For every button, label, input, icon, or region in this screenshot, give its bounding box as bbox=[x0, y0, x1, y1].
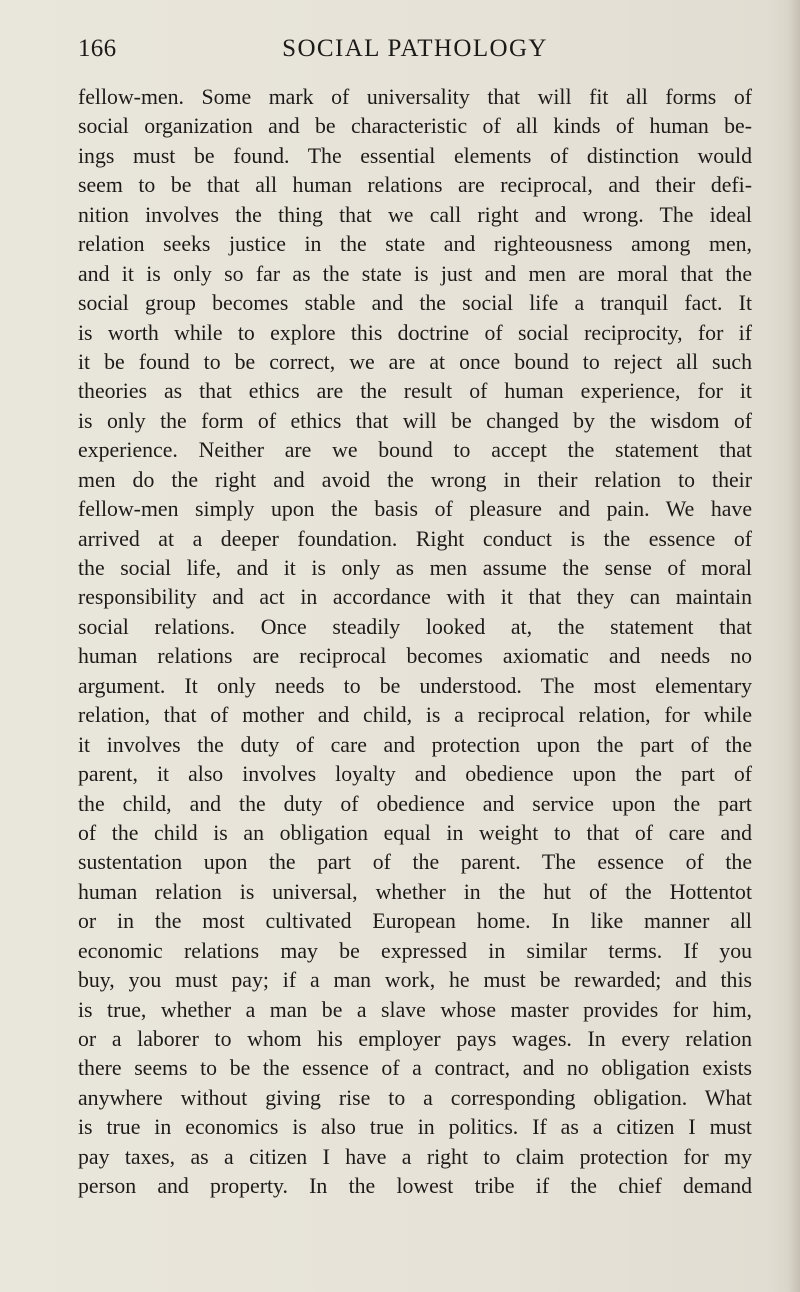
text-line: or a laborer to whom his employer pays wages. In every relation bbox=[78, 1027, 752, 1051]
text-line: human relations are reciprocal becomes axiomatic and needs no bbox=[78, 644, 752, 669]
page-number: 166 bbox=[78, 35, 117, 62]
text-line: men do the right and avoid the wrong in their relation to their bbox=[78, 467, 752, 492]
text-line: pay taxes, as a citizen I have a right to claim protection for my bbox=[78, 1144, 752, 1169]
running-head bbox=[78, 31, 752, 67]
text-line: theories as that ethics are the result of human experience, for it bbox=[78, 379, 752, 404]
text-line: ings must be found. The essential elements of distinction would bbox=[78, 143, 752, 168]
text-line: it be found to be correct, we are at once bound to reject all such bbox=[78, 349, 752, 374]
text-line: relation seeks justice in the state and righteousness among men, bbox=[78, 232, 752, 257]
text-line: there seems to be the essence of a contract, and no obligation exists bbox=[78, 1056, 752, 1081]
text-line: experience. Neither are we bound to accept the statement that bbox=[78, 438, 752, 463]
text-line: or in the most cultivated European home. In like manner all bbox=[78, 909, 752, 934]
text-line: nition involves the thing that we call right and wrong. The ideal bbox=[78, 202, 752, 227]
text-line: fellow-men simply upon the basis of pleasure and pain. We have bbox=[78, 497, 752, 522]
text-line: anywhere without giving rise to a corresponding obligation. What bbox=[78, 1085, 752, 1110]
page-edge-shadow bbox=[788, 0, 800, 1292]
text-line: social group becomes stable and the social life a tranquil fact. It bbox=[78, 291, 752, 316]
text-line: argument. It only needs to be understood. The most elementary bbox=[78, 673, 752, 698]
text-line: social relations. Once steadily looked at, the statement that bbox=[78, 614, 752, 639]
text-line: is true, whether a man be a slave whose master provides for him, bbox=[78, 997, 752, 1022]
text-line: seem to be that all human relations are reciprocal, and their defi- bbox=[78, 173, 752, 198]
text-line: parent, it also involves loyalty and obedience upon the part of bbox=[78, 762, 752, 787]
text-line: buy, you must pay; if a man work, he must be rewarded; and this bbox=[78, 968, 752, 993]
text-line: and it is only so far as the state is just and men are moral that the bbox=[78, 261, 752, 286]
text-line: the child, and the duty of obedience and service upon the part bbox=[78, 791, 752, 816]
text-line: arrived at a deeper foundation. Right conduct is the essence of bbox=[78, 526, 752, 551]
text-line: fellow-men. Some mark of universality that will fit all forms of bbox=[78, 85, 752, 109]
text-line: economic relations may be expressed in similar terms. If you bbox=[78, 938, 752, 963]
text-line: it involves the duty of care and protection upon the part of the bbox=[78, 732, 752, 757]
text-line: of the child is an obligation equal in weight to that of care and bbox=[78, 820, 752, 845]
text-line: the social life, and it is only as men assume the sense of moral bbox=[78, 556, 752, 580]
text-line: is true in economics is also true in politics. If as a citizen I must bbox=[78, 1115, 752, 1140]
text-line: is only the form of ethics that will be changed by the wisdom of bbox=[78, 408, 752, 433]
body-paragraph bbox=[78, 83, 752, 1202]
text-line: social organization and be characteristic of all kinds of human be- bbox=[78, 114, 752, 139]
text-line: person and property. In the lowest tribe if the chief demand bbox=[78, 1174, 752, 1199]
running-title: SOCIAL PATHOLOGY bbox=[282, 35, 548, 62]
text-line: sustentation upon the part of the parent. The essence of the bbox=[78, 850, 752, 875]
text-line: relation, that of mother and child, is a reciprocal relation, for while bbox=[78, 703, 752, 728]
text-line: human relation is universal, whether in the hut of the Hottentot bbox=[78, 879, 752, 904]
text-line: is worth while to explore this doctrine of social reciprocity, for if bbox=[78, 320, 752, 345]
text-line: responsibility and act in accordance with it that they can maintain bbox=[78, 585, 752, 610]
